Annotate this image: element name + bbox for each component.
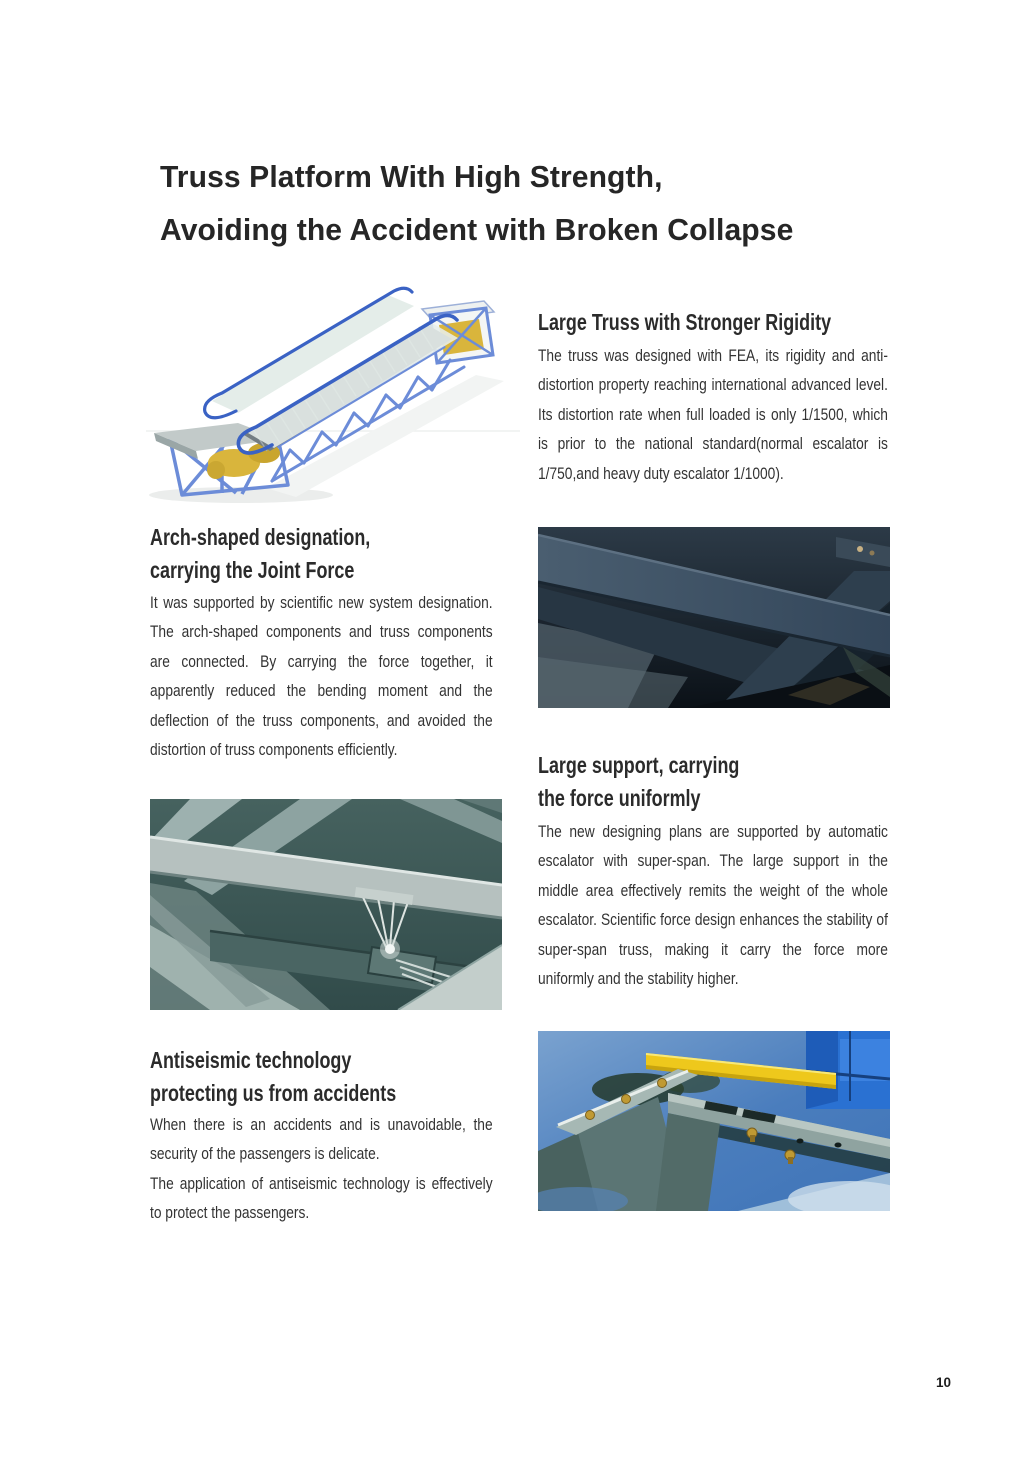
dark-truss-photo (538, 527, 890, 708)
section-body-rigidity: The truss was designed with FEA, its rigidity and anti-distortion property reaching international advanced level. Its distortion rate when full loaded is only 1/1500, which is prior to the national standard(normal escalator is 1/750,and heavy duty escalator 1/1000). (538, 346, 888, 483)
antiseismic-paragraph-1: When there is an accidents and is unavoidable, the security of the passengers is delicate. (150, 1115, 493, 1164)
section-heading-rigidity: Large Truss with Stronger Rigidity (538, 309, 832, 335)
page-title-line1: Truss Platform With High Strength, (160, 159, 663, 194)
section-heading-arch-line1: Arch-shaped designation, (150, 524, 371, 550)
section-heading-antiseismic-line2: protecting us from accidents (150, 1080, 397, 1106)
section-heading-support (538, 749, 739, 815)
section-heading-antiseismic-line1: Antiseismic technology (150, 1047, 352, 1073)
welded-joint-photo (150, 799, 502, 1010)
dark-truss-illustration (538, 527, 890, 708)
section-heading-arch-line2: carrying the Joint Force (150, 557, 355, 583)
escalator-render-image (146, 283, 520, 513)
page-title (160, 150, 793, 256)
support-bracket-illustration (538, 1031, 890, 1211)
escalator-illustration (146, 283, 520, 513)
welded-joint-illustration (150, 799, 502, 1010)
page-title-line2: Avoiding the Accident with Broken Collapse (160, 212, 794, 247)
support-bracket-photo (538, 1031, 890, 1211)
section-heading-arch (150, 521, 370, 587)
page-number: 10 (936, 1375, 952, 1390)
section-heading-support-line1: Large support, carrying (538, 752, 740, 778)
section-heading-support-line2: the force uniformly (538, 785, 701, 811)
section-body-support: The new designing plans are supported by automatic escalator with super-span. The large support in the middle area effectively remits the weight of the whole escalator. Scientific force design enhances the stability of super-span truss, making it carry the force more uniformly and the stability higher. (538, 822, 888, 989)
section-body-antiseismic (150, 1110, 493, 1228)
section-body-arch: It was supported by scientific new system designation. The arch-shaped components and truss components are connected. By carrying the force together, it apparently reduced the bending moment and the deflection of the truss components, and avoided the distortion of truss components efficiently. (150, 593, 493, 760)
section-heading-antiseismic (150, 1044, 396, 1110)
antiseismic-paragraph-2: The application of antiseismic technology is effectively to protect the passengers. (150, 1173, 493, 1223)
